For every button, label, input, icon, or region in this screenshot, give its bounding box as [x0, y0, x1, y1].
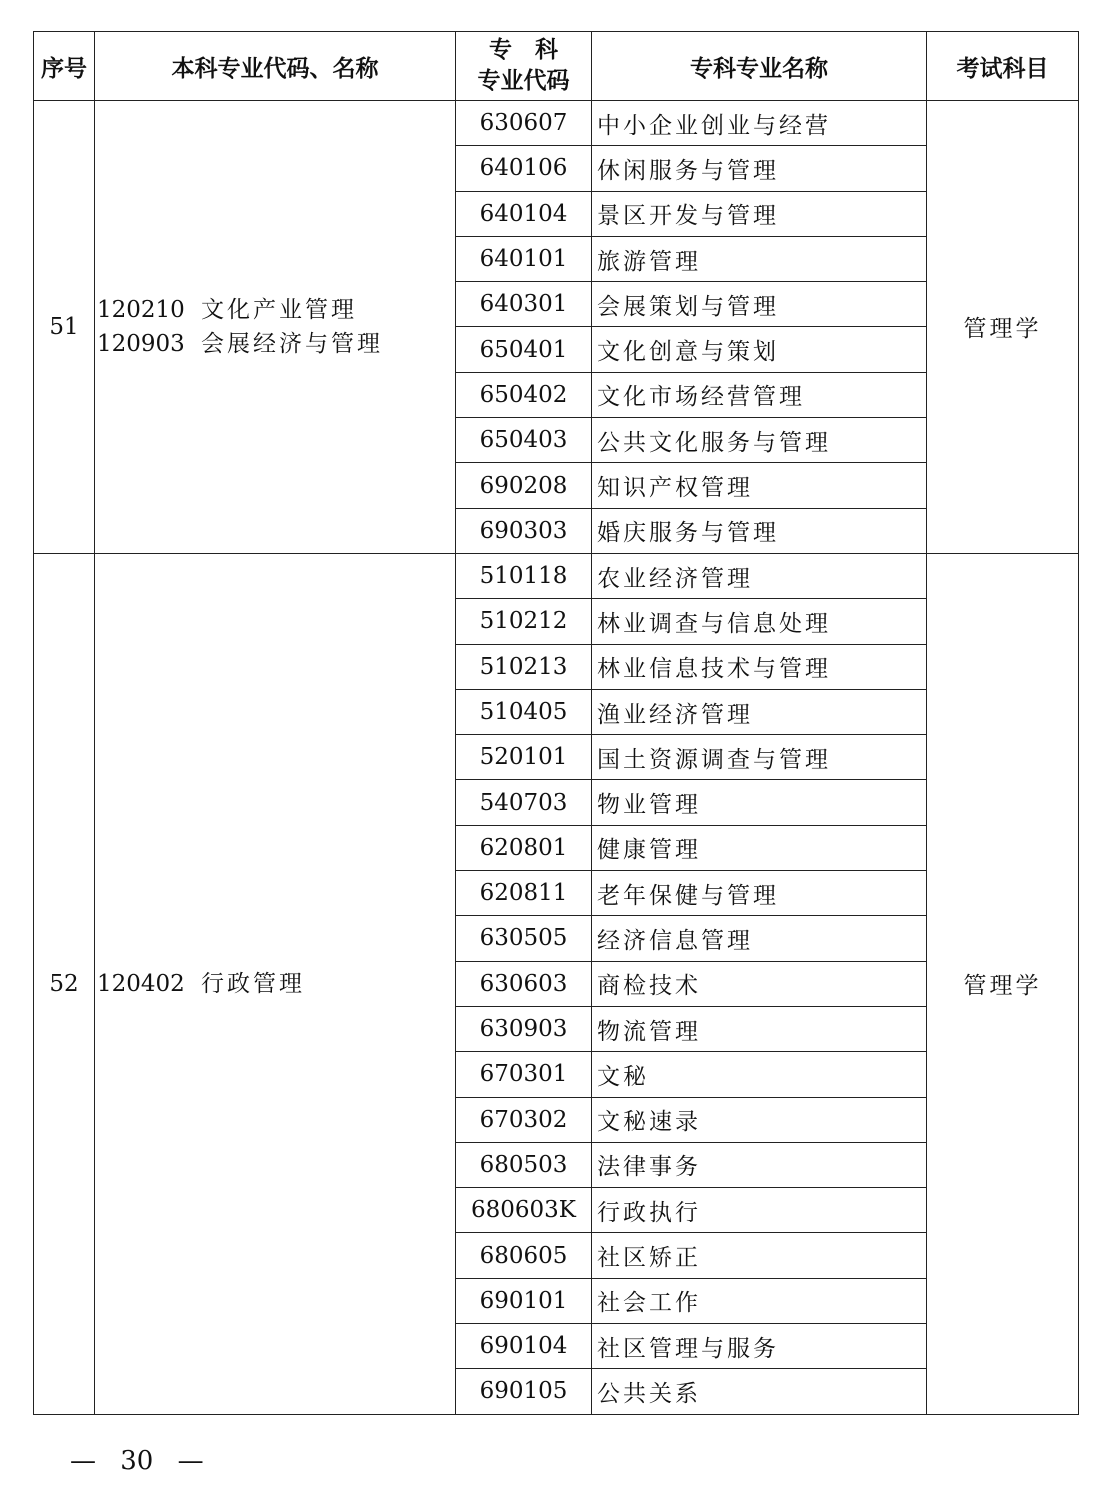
- major-name: 农业经济管理: [592, 553, 927, 598]
- major-code: 510118: [456, 553, 592, 598]
- header-bachelor: 本科专业代码、名称: [95, 32, 456, 101]
- major-code: 680605: [456, 1233, 592, 1278]
- page-number: 30: [120, 1446, 154, 1476]
- footer-dash-left: —: [70, 1446, 96, 1476]
- seq-cell: 52: [34, 553, 95, 1414]
- major-name: 社区管理与服务: [592, 1324, 927, 1369]
- major-code: 520101: [456, 735, 592, 780]
- major-code: 630603: [456, 961, 592, 1006]
- bachelor-name: 文化产业管理: [201, 296, 357, 323]
- bachelor-name: 会展经济与管理: [201, 330, 383, 357]
- major-code: 690208: [456, 463, 592, 508]
- major-code: 650403: [456, 418, 592, 463]
- bachelor-cell: [95, 553, 456, 1414]
- major-code: 650401: [456, 327, 592, 372]
- major-code: 670301: [456, 1052, 592, 1097]
- major-code: 680503: [456, 1142, 592, 1187]
- header-row: [34, 32, 1079, 101]
- table-body: [34, 101, 1079, 1415]
- major-name: 渔业经济管理: [592, 689, 927, 734]
- major-name: 旅游管理: [592, 236, 927, 281]
- major-name: 文秘: [592, 1052, 927, 1097]
- major-name: 公共关系: [592, 1369, 927, 1414]
- major-code: 630607: [456, 101, 592, 146]
- major-name: 婚庆服务与管理: [592, 508, 927, 553]
- major-name: 行政执行: [592, 1188, 927, 1233]
- major-name: 经济信息管理: [592, 916, 927, 961]
- major-code: 690105: [456, 1369, 592, 1414]
- major-code: 620801: [456, 825, 592, 870]
- major-code: 630505: [456, 916, 592, 961]
- major-name: 休闲服务与管理: [592, 146, 927, 191]
- bachelor-entry: [97, 293, 455, 327]
- major-code: 630903: [456, 1006, 592, 1051]
- major-name: 知识产权管理: [592, 463, 927, 508]
- major-name: 老年保健与管理: [592, 871, 927, 916]
- major-name: 文化创意与策划: [592, 327, 927, 372]
- major-code: 690303: [456, 508, 592, 553]
- bachelor-entry: [97, 327, 455, 361]
- major-name: 物流管理: [592, 1006, 927, 1051]
- major-name: 景区开发与管理: [592, 191, 927, 236]
- major-code: 540703: [456, 780, 592, 825]
- major-table: [33, 31, 1079, 1415]
- major-name: 法律事务: [592, 1142, 927, 1187]
- major-name: 林业调查与信息处理: [592, 599, 927, 644]
- header-code-line2: 专业代码: [477, 68, 570, 94]
- major-code: 510212: [456, 599, 592, 644]
- header-name: 专科专业名称: [592, 32, 927, 101]
- table-row: [34, 101, 1079, 146]
- bachelor-code: 120210: [97, 296, 185, 323]
- table-row: [34, 553, 1079, 598]
- major-name: 商检技术: [592, 961, 927, 1006]
- exam-subject: 管理学: [927, 553, 1079, 1414]
- bachelor-code: 120402: [97, 970, 185, 997]
- major-name: 社会工作: [592, 1278, 927, 1323]
- major-code: 510405: [456, 689, 592, 734]
- major-code: 640301: [456, 282, 592, 327]
- major-name: 物业管理: [592, 780, 927, 825]
- header-exam: 考试科目: [927, 32, 1079, 101]
- footer-dash-right: —: [177, 1446, 204, 1476]
- page-footer: [70, 1446, 204, 1476]
- bachelor-cell: [95, 101, 456, 554]
- major-code: 640104: [456, 191, 592, 236]
- major-code: 690101: [456, 1278, 592, 1323]
- major-name: 健康管理: [592, 825, 927, 870]
- major-name: 中小企业创业与经营: [592, 101, 927, 146]
- major-name: 文化市场经营管理: [592, 372, 927, 417]
- header-seq: 序号: [34, 32, 95, 101]
- header-code-line1: 专 科: [489, 37, 558, 63]
- major-code: 640101: [456, 236, 592, 281]
- bachelor-entry: [97, 967, 455, 1001]
- major-code: 640106: [456, 146, 592, 191]
- seq-cell: 51: [34, 101, 95, 554]
- major-code: 690104: [456, 1324, 592, 1369]
- major-name: 公共文化服务与管理: [592, 418, 927, 463]
- major-code: 670302: [456, 1097, 592, 1142]
- major-name: 会展策划与管理: [592, 282, 927, 327]
- major-code: 510213: [456, 644, 592, 689]
- bachelor-name: 行政管理: [201, 970, 305, 997]
- exam-subject: 管理学: [927, 101, 1079, 554]
- major-code: 650402: [456, 372, 592, 417]
- major-name: 社区矫正: [592, 1233, 927, 1278]
- major-code: 680603K: [456, 1188, 592, 1233]
- bachelor-code: 120903: [97, 330, 185, 357]
- major-name: 国土资源调查与管理: [592, 735, 927, 780]
- major-name: 文秘速录: [592, 1097, 927, 1142]
- major-name: 林业信息技术与管理: [592, 644, 927, 689]
- header-code: [456, 32, 592, 101]
- major-code: 620811: [456, 871, 592, 916]
